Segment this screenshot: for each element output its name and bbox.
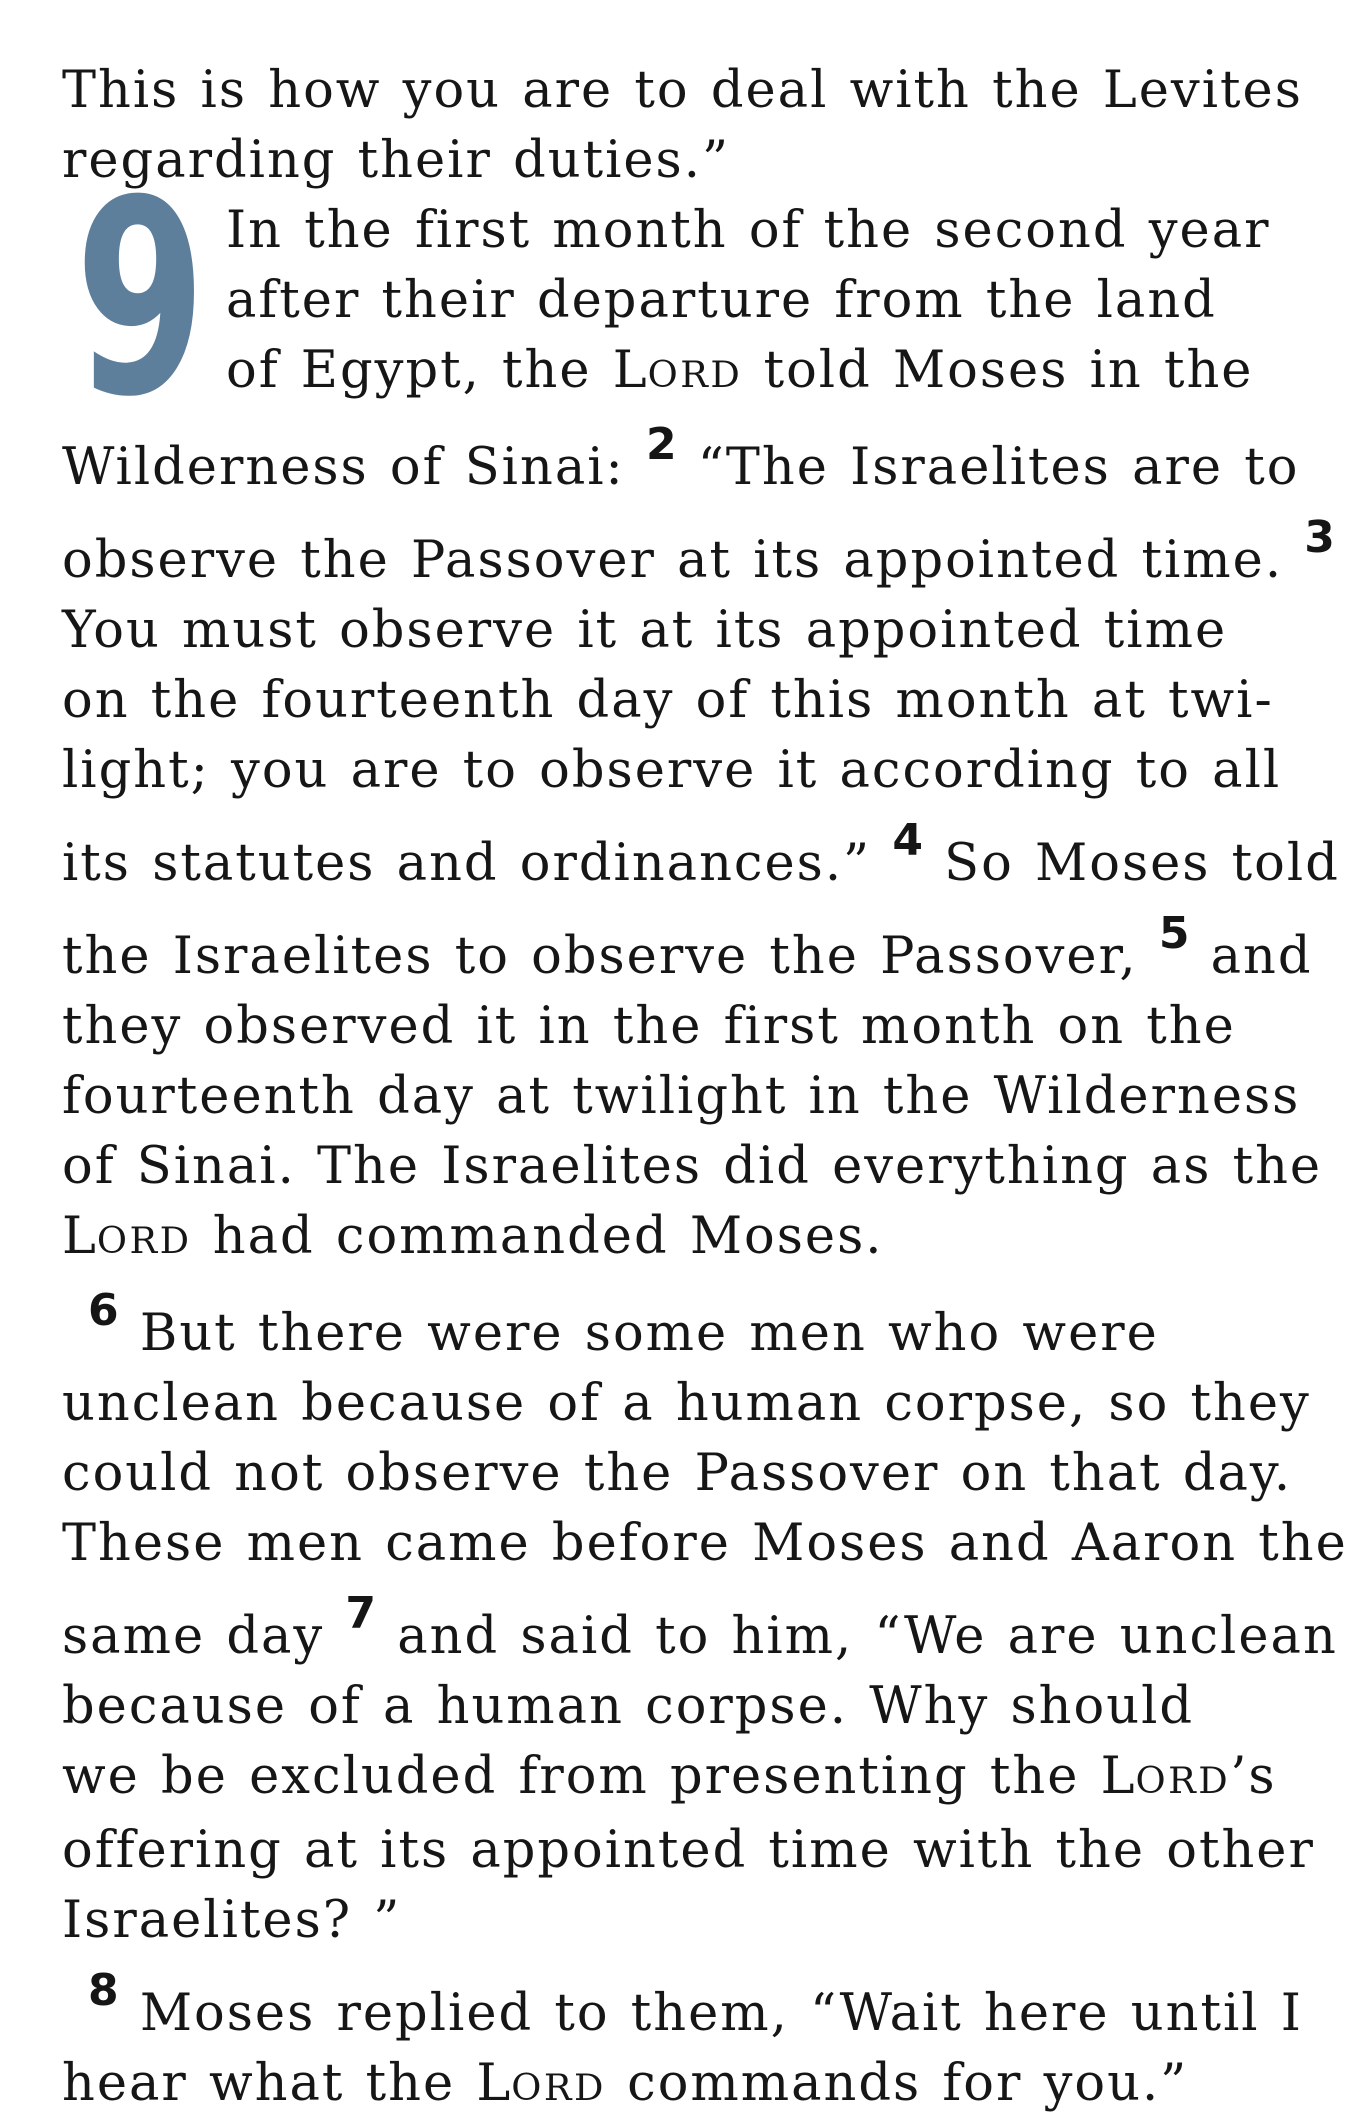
chapter-number-dropcap [75, 143, 207, 456]
text-line [62, 596, 1228, 666]
body-text: observe the Passover at its appointed time. [62, 531, 1305, 590]
body-text: This is how you are to deal with the Levites [62, 61, 1303, 120]
body-text: So Moses told [922, 834, 1340, 893]
body-text: You must observe it at its appointed time [62, 601, 1228, 660]
text-line [62, 266, 1217, 336]
body-text: Israelites? ” [62, 1891, 402, 1950]
text-line [62, 806, 1340, 899]
body-text: they observed it in the first month on the [62, 997, 1236, 1056]
verse-number: 6 [88, 1285, 119, 1336]
lord-rest: ORD [647, 353, 743, 396]
body-text: But there were some men who were [118, 1304, 1159, 1363]
text-line [62, 1369, 1311, 1439]
body-text: and [1189, 927, 1313, 986]
verse-number: 5 [1158, 908, 1190, 959]
paragraph-verses-6-7 [62, 1276, 1348, 1956]
body-text: the Israelites to observe the Passover, [62, 927, 1159, 986]
body-text: its statutes and ordinances.” [62, 834, 893, 893]
text-line [62, 992, 1236, 1062]
text-line [62, 196, 1271, 266]
lord-smallcaps [476, 2054, 606, 2113]
body-text: same day [62, 1607, 346, 1666]
lord-rest: ORD [1135, 1759, 1231, 1802]
lord-smallcaps [613, 341, 743, 400]
body-text: Moses replied to them, “Wait here until I [118, 1984, 1303, 2043]
text-line [62, 1509, 1348, 1579]
text-line [62, 1579, 1338, 1672]
body-text: told Moses in the [742, 341, 1254, 400]
text-line [62, 2049, 1214, 2123]
body-text: and said to him, “We are unclean [376, 1607, 1338, 1666]
text-line [62, 56, 1303, 126]
text-line [62, 1672, 1214, 1742]
body-text: could not observe the Passover on that day. [62, 1444, 1293, 1503]
text-line [62, 1956, 1303, 2049]
lord-smallcaps [1101, 1747, 1231, 1806]
text-line [62, 666, 1274, 736]
body-text: regarding their duties.” [62, 131, 731, 190]
lord-initial: L [612, 341, 648, 400]
lord-rest: ORD [96, 1219, 192, 1262]
text-line [62, 126, 1214, 196]
body-text: of Egypt, the [226, 341, 613, 400]
paragraph-previous-chapter-end [62, 56, 1303, 196]
verse-number: 7 [345, 1588, 377, 1639]
text-line [62, 1062, 1301, 1132]
body-text: commands for you.” [605, 2054, 1189, 2113]
text-line [62, 736, 1282, 806]
body-text: ’s [1230, 1747, 1277, 1806]
text-line [62, 899, 1313, 992]
verse-number: 4 [892, 815, 923, 866]
lord-smallcaps [62, 1207, 192, 1266]
paragraph-verse-8 [62, 1956, 1303, 2123]
verse-number: 2 [645, 419, 677, 470]
lord-initial: L [476, 2054, 512, 2113]
lord-initial: L [1100, 1747, 1136, 1806]
body-text: In the first month of the second year [226, 201, 1271, 260]
text-line [62, 1886, 1214, 1956]
body-text: because of a human corpse. Why should [62, 1677, 1195, 1736]
chapter-number: 9 [75, 143, 207, 456]
body-text: unclean because of a human corpse, so they [62, 1374, 1311, 1433]
body-text: had commanded Moses. [191, 1207, 884, 1266]
text-line [62, 336, 1254, 410]
body-text: on the fourteenth day of this month at twi- [62, 671, 1274, 730]
text-line [62, 1202, 1214, 1276]
body-text: we be excluded from presenting the [62, 1747, 1101, 1806]
body-text: fourteenth day at twilight in the Wilderness [62, 1067, 1301, 1126]
body-text: hear what the [62, 2054, 477, 2113]
lord-initial: L [62, 1207, 97, 1266]
body-text: after their departure from the land [226, 271, 1217, 330]
body-text: light; you are to observe it according to all [62, 741, 1282, 800]
text-line [62, 503, 1335, 596]
body-text: These men came before Moses and Aaron the [62, 1514, 1348, 1573]
text-line [62, 1276, 1214, 1369]
verse-number: 3 [1304, 512, 1335, 563]
text-line [62, 1742, 1277, 1816]
body-text: Wilderness of Sinai: [62, 438, 646, 497]
text-line [62, 410, 1300, 503]
body-text: “The Israelites are to [676, 438, 1300, 497]
body-text: of Sinai. The Israelites did everything as the [62, 1137, 1323, 1196]
text-line [62, 1816, 1315, 1886]
lord-rest: ORD [511, 2066, 606, 2109]
body-text: offering at its appointed time with the other [62, 1821, 1315, 1880]
text-line [62, 1132, 1323, 1202]
text-line [62, 1439, 1293, 1509]
verse-number: 8 [88, 1965, 119, 2016]
